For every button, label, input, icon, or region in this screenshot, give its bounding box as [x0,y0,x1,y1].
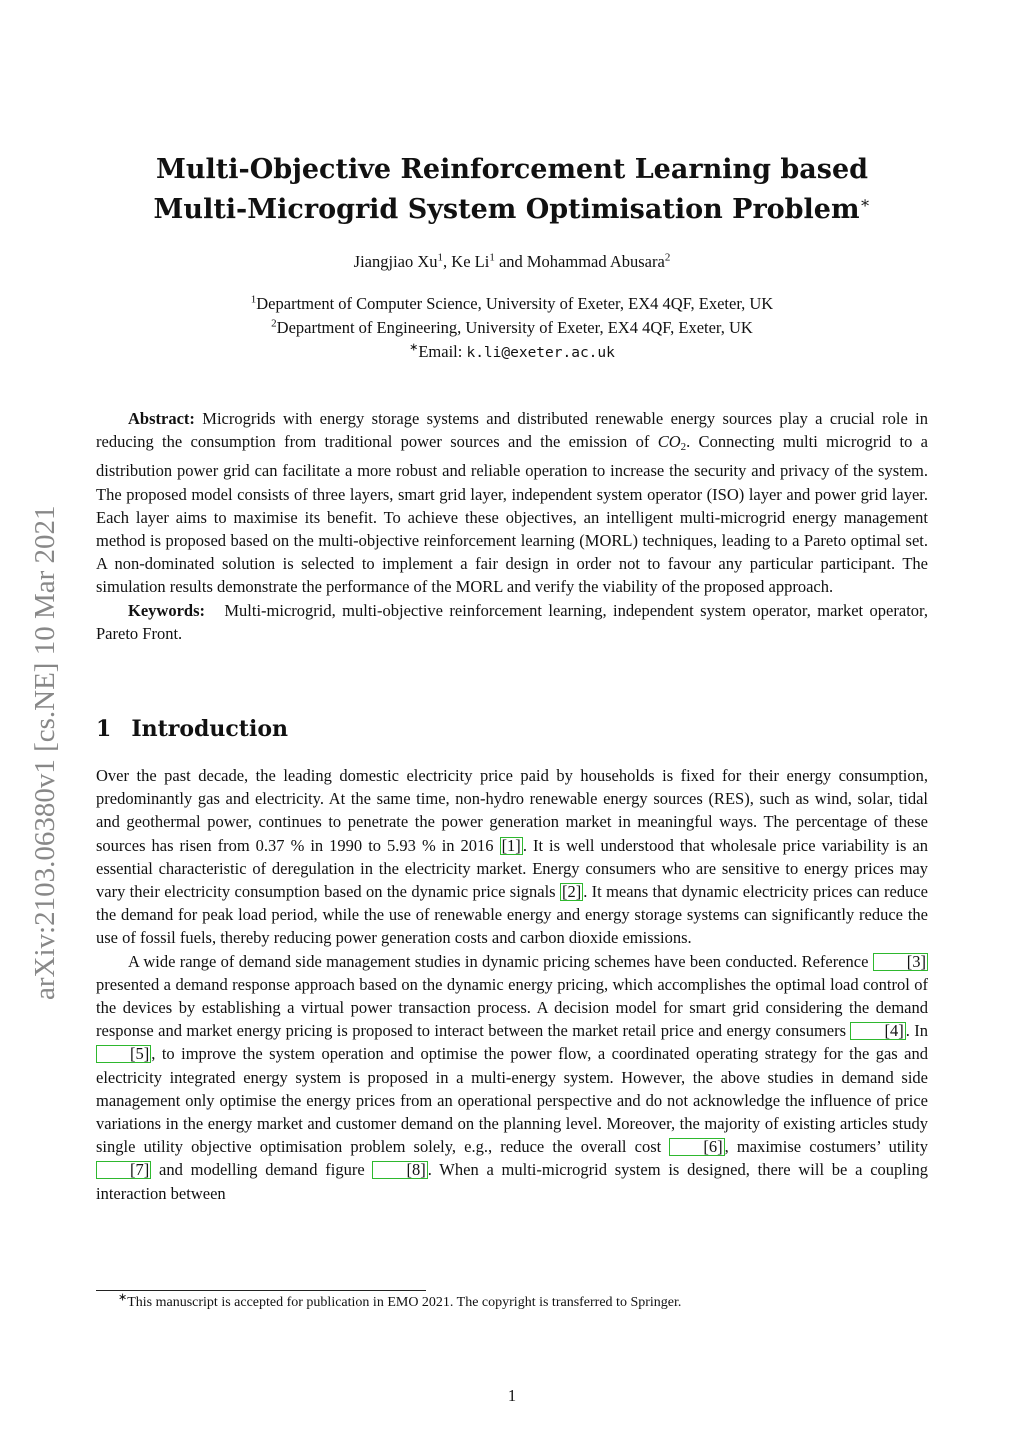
keywords-label: Keywords: [128,600,205,620]
citation-7[interactable]: [7] [96,1161,151,1179]
abstract-label: Abstract: [128,409,195,428]
author-li: Ke Li [451,252,490,271]
footnote-divider [96,1290,426,1291]
section-title: Introduction [131,716,288,742]
keywords-paragraph: Keywords: Multi-microgrid, multi-objective reinforcement learning, independent system operator, market operator, Pareto Front. [96,600,928,643]
citation-4[interactable]: [4] [850,1022,905,1040]
affiliation-1: $^1$Department of Computer Science, University of Exeter, EX4 4QF, Exeter, UK [250,293,774,313]
contact-email: ∗Email: k.li@exeter.ac.uk [409,341,615,361]
author-xu: Jiangjiao Xu [353,252,438,271]
section-heading-introduction [96,716,928,742]
title-line-1: Multi-Objective Reinforcement Learning based [155,154,869,185]
paper-title [120,150,904,230]
co2-formula: $CO_2$ [657,432,687,454]
citation-6[interactable]: [6] [669,1138,724,1156]
page-number: 1 [507,1386,517,1405]
affiliations [120,292,904,365]
author-list: Jiangjiao Xu$^1$, Ke Li$^1$ and Mohammad Abusara$^2$ [353,251,671,271]
citation-2[interactable]: [2] [561,882,582,902]
abstract-block [96,407,928,645]
footnote: ∗This manuscript is accepted for publication in EMO 2021. The copyright is transferred to Springer. [118,1291,682,1310]
author-abusara: Mohammad Abusara [526,252,665,271]
section-number: 1 [96,716,112,742]
arxiv-sidebar-stamp: arXiv:2103.06380v1 [cs.NE] 10 Mar 2021 [29,505,61,1001]
citation-1[interactable]: [1] [501,835,521,855]
title-footnote-mark: ∗ [859,193,871,212]
introduction-body [96,764,928,1205]
email-link[interactable]: k.li@exeter.ac.uk [466,345,615,361]
citation-5[interactable]: [5] [96,1045,151,1063]
title-line-2: Multi-Microgrid System Optimisation Problem∗ [153,193,871,225]
citation-3[interactable]: [3] [873,953,928,971]
intro-paragraph-1: Over the past decade, the leading domestic electricity price paid by households is fixed for their energy consumption, predominantly gas and electricity. At the same time, non-hydro renewable energy sources (RES), such as wind, solar, tidal and geothermal power, continues to penetrate the power generation market in meaningful ways. The percentage of these sources has risen from 0.37 % in 1990 to 5.93 % in 2016 [1] . It is well understood that wholesale price variability is an essential characteristic of deregulation in the electricity market. Energy consumers who are sensitive to energy prices may vary their electricity consumption based on the dynamic price signals [2] . It means that dynamic electricity prices can reduce the demand for peak load period, while the use of renewable energy and energy storage systems can significantly reduce the use of fossil fuels, thereby reducing power generation costs and carbon dioxide emissions. [96,766,928,948]
abstract-paragraph: Abstract: Microgrids with energy storage systems and distributed renewable energy sources play a crucial role in reducing the consumption from traditional power sources and the emission of $CO_2$. Connecting multi microgrid to a distribution power grid can facilitate a more robust and reliable operation to increase the security and privacy of the system. The proposed model consists of three layers, smart grid layer, independent system operator (ISO) layer and power grid layer. Each layer aims to maximise its benefit. To achieve these objectives, an intelligent multi-microgrid energy management method is proposed based on the multi-objective reinforcement learning (MORL) techniques, leading to a Pareto optimal set. A non-dominated solution is selected to implement a fair design in order not to favour any particular participant. The simulation results demonstrate the performance of the MORL and verify the viability of the proposed approach. [96,409,928,597]
intro-paragraph-2: A wide range of demand side management studies in dynamic pricing schemes have been conducted. Reference [3] presented a demand response approach based on the dynamic energy pricing, which accomplishes the optimal load control of the devices by establishing a virtual power transaction process. A decision model for smart grid considering the demand response and market energy pricing is proposed to interact between the market retail price and energy consumers [4] . In [5] , to improve the system operation and optimise the power flow, a coordinated operating strategy for the gas and electricity integrated energy system is proposed in a multi-energy system. However, the above studies in demand side management only optimise the energy prices from an operational perspective and do not acknowledge the influence of price variations in the energy market and customer demand on the planning level. Moreover, the majority of existing articles study single utility objective optimisation problem solely, e.g., reduce the overall cost [6] , maximise costumers’ utility [7] and modelling demand figure [8] . When a multi-microgrid system is designed, there will be a coupling interaction between [96,951,928,1203]
citation-8[interactable]: [8] [372,1161,427,1179]
affiliation-2: $^2$Department of Engineering, University of Exeter, EX4 4QF, Exeter, UK [271,317,753,337]
